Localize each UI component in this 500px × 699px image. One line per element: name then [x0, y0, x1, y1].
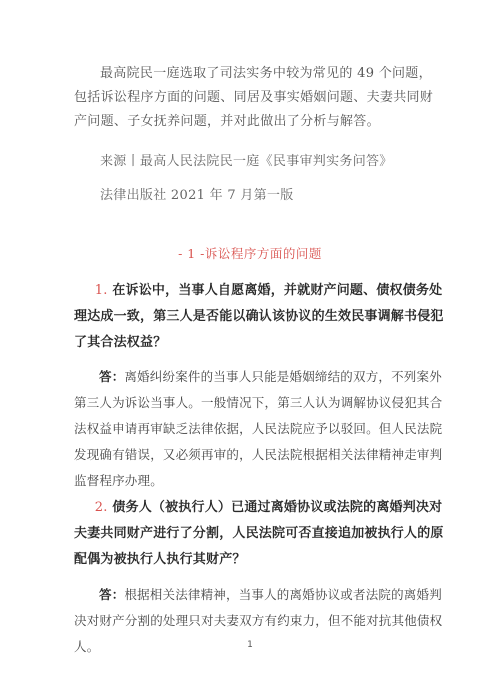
answer-text: 根据相关法律精神，当事人的离婚协议或者法院的离婚判决对财产分割的处理只对夫妻双方有约束力，但不能对抗其他债权人。 — [74, 587, 443, 654]
question-1 — [74, 278, 449, 356]
question-text: 在诉讼中，当事人自愿离婚，并就财产问题、债权债务处理达成一致，第三人是否能以确认该协议的生效民事调解书侵犯了其合法权益？ — [74, 283, 444, 350]
page-number: 1 — [247, 640, 253, 650]
source-line: 来源丨最高人民法院民一庭《民事审判实务问答》 — [100, 154, 393, 169]
answer-1 — [74, 364, 449, 494]
answer-label: 答： — [99, 587, 125, 602]
question-text: 债务人（被执行人）已通过离婚协议或法院的离婚判决对夫妻共同财产进行了分割，人民法院可否直接追加被执行人的原配偶为被执行人执行其财产？ — [74, 500, 444, 567]
answer-label: 答： — [99, 369, 125, 384]
publisher-line: 法律出版社 2021 年 7 月第一版 — [100, 188, 294, 203]
section-title: - 1 -诉讼程序方面的问题 — [178, 246, 322, 261]
question-number: 2. — [94, 500, 108, 515]
answer-text: 离婚纠纷案件的当事人只能是婚姻缔结的双方，不列案外第三人为诉讼当事人。一般情况下，第三人认为调解协议侵犯其合法权益申请再审缺乏法律依据，人民法院应予以驳回。但人民法院发现确有错误，又必须再审的，人民法院根据相关法律精神走审判监督程序办理。 — [74, 369, 443, 488]
question-number: 1. — [94, 283, 108, 298]
intro-paragraph: 最高院民一庭选取了司法实务中较为常见的 49 个问题，包括诉讼程序方面的问题、同居及事实婚姻问题、夫妻共同财产问题、子女抚养问题，并对此做出了分析与解答。 — [74, 66, 434, 129]
question-2 — [74, 495, 449, 573]
